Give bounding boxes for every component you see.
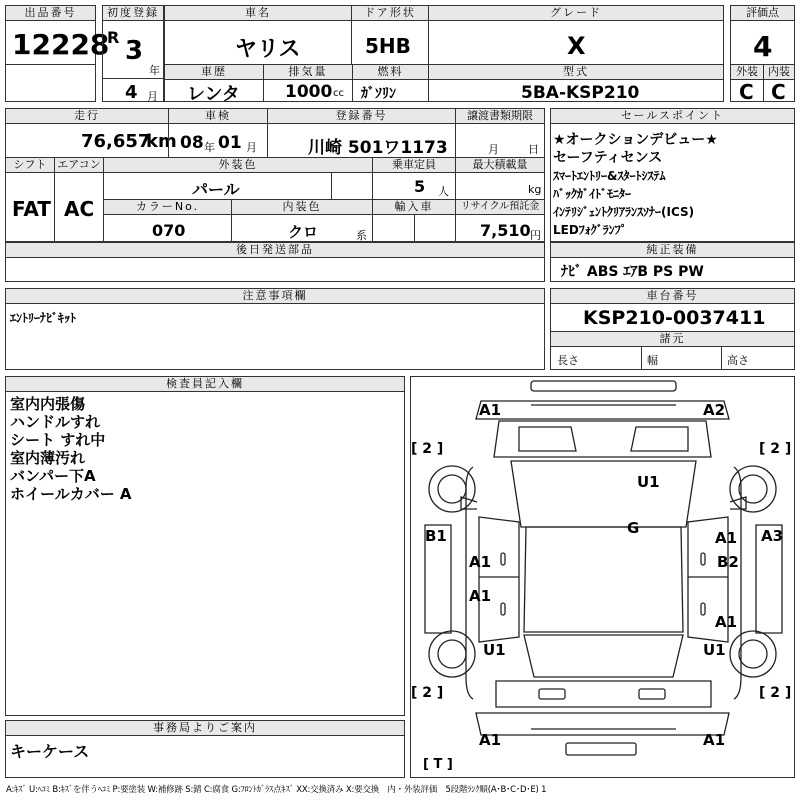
later-parts-box: 後日発送部品 bbox=[5, 242, 545, 282]
damage-mark: G bbox=[627, 519, 640, 537]
int-grade: C bbox=[771, 80, 786, 104]
notes-value: ｴﾝﾄﾘｰﾅﾋﾞｷｯﾄ bbox=[10, 311, 77, 325]
grade: X bbox=[567, 32, 586, 60]
sales-points-box: セールスポイント ★オークションデビュー★ セーフティセンス ｽﾏｰﾄｴﾝﾄﾘｰ&ｽﾀｰﾄｼｽﾃﾑ ﾊﾞｯｸｶﾞｲﾄﾞﾓﾆﾀｰ ｲﾝﾃﾘｼﾞｪﾝﾄｸﾘｱﾗﾝｽｿﾅｰ(ICS) LEDﾌｫｸﾞﾗﾝﾌﾟ bbox=[550, 108, 795, 242]
chassis-box: 車台番号 KSP210-0037411 諸元 長さ 幅 高さ bbox=[550, 288, 795, 370]
color-number: 070 bbox=[152, 221, 186, 240]
notes-box: 注意事項欄 ｴﾝﾄﾘｰﾅﾋﾞｷｯﾄ bbox=[5, 288, 545, 370]
damage-mark: A2 bbox=[703, 401, 726, 419]
shift: FAT bbox=[12, 197, 51, 221]
era: R bbox=[107, 28, 120, 47]
damage-mark: A1 bbox=[479, 401, 502, 419]
damage-mark: U1 bbox=[703, 641, 726, 659]
inspector-line: 室内薄汚れ bbox=[10, 449, 86, 467]
inspector-line: ハンドルすれ bbox=[10, 413, 101, 431]
door-type: 5HB bbox=[365, 34, 411, 58]
legend: A:ｷｽﾞ U:ﾍｺﾐ B:ｷｽﾞを伴うﾍｺﾐ P:要塗装 W:補修跡 S:錆 C:腐食 G:ﾌﾛﾝﾄｶﾞﾗｽ点ｷｽﾞ XX:交換済み X:要交換 内・外装評価 5段階ﾗﾝｸ順(A･B･C･D･E) 1 bbox=[6, 785, 547, 795]
damage-mark: U1 bbox=[483, 641, 506, 659]
bracket-mark: [ 2 ] bbox=[411, 441, 444, 457]
bracket-mark: [ 2 ] bbox=[411, 685, 444, 701]
car-diagram bbox=[410, 376, 795, 778]
equipment-value: ﾅﾋﾞ ABS ｴｱB PS PW bbox=[561, 264, 704, 280]
capacity: 5 bbox=[414, 177, 426, 196]
equipment-box: 純正装備 ﾅﾋﾞ ABS ｴｱB PS PW bbox=[550, 242, 795, 282]
office-value: キーケース bbox=[10, 742, 90, 761]
inspector-line: シート すれ中 bbox=[10, 431, 106, 449]
sales-item: ｲﾝﾃﾘｼﾞｪﾝﾄｸﾘｱﾗﾝｽｿﾅｰ(ICS) bbox=[553, 205, 695, 219]
inspector-line: 室内内張傷 bbox=[10, 395, 86, 413]
model-code: 5BA-KSP210 bbox=[521, 83, 640, 103]
aircon: AC bbox=[64, 197, 95, 221]
damage-mark: A1 bbox=[715, 613, 738, 631]
office-box: 事務局よりご案内 キーケース bbox=[5, 720, 405, 778]
inspector-line: バンパー下A bbox=[10, 467, 96, 485]
mileage: 76,657 bbox=[81, 131, 151, 152]
lot-number: 12228 bbox=[12, 28, 110, 61]
lot-box bbox=[5, 5, 110, 102]
registration-number: 川崎 501ワ1173 bbox=[308, 138, 448, 158]
car-name: ヤリス bbox=[235, 37, 301, 62]
fuel: ｶﾞｿﾘﾝ bbox=[361, 86, 396, 102]
damage-mark: A1 bbox=[715, 529, 738, 547]
inspection-year: 08 bbox=[180, 133, 204, 153]
reg-year: 3 bbox=[125, 36, 144, 66]
inspection-month: 01 bbox=[218, 133, 242, 153]
damage-mark: A1 bbox=[479, 731, 502, 749]
sales-item: LEDﾌｫｸﾞﾗﾝﾌﾟ bbox=[553, 223, 627, 237]
sales-item: ﾊﾞｯｸｶﾞｲﾄﾞﾓﾆﾀｰ bbox=[553, 187, 632, 201]
bracket-mark: [ 2 ] bbox=[759, 441, 792, 457]
chassis-number: KSP210-0037411 bbox=[583, 307, 766, 329]
lot-label: 出品番号 bbox=[6, 6, 95, 21]
score-box: 評価点 4 外装 内装 C C bbox=[730, 5, 795, 102]
reg-month: 4 bbox=[125, 82, 138, 103]
inspector-box: 検査員記入欄 室内内張傷 ハンドルすれ シート すれ中 室内薄汚れ バンパー下A ホイールカバー A bbox=[5, 376, 405, 716]
damage-mark: A1 bbox=[469, 553, 492, 571]
ext-grade: C bbox=[739, 80, 754, 104]
damage-mark: A1 bbox=[703, 731, 726, 749]
sales-item: ★オークションデビュー★ bbox=[553, 132, 718, 148]
first-reg-label: 初度登録 bbox=[103, 6, 163, 21]
displacement: 1000 bbox=[285, 82, 333, 102]
details-box: 走行 76,657 km 車検 08 年 01 月 登録番号 川崎 501ワ1173 譲渡書類期限 月 日 シフト FAT エアコン AC 外装色 パール 乗車定員 5 人 最大積載量 kg カラーNo. 070 内装色 クロ 系 輸入車 リサイクル預託金 7,510 円 bbox=[5, 108, 545, 242]
damage-mark: A1 bbox=[469, 587, 492, 605]
inspector-line: ホイールカバー A bbox=[10, 485, 132, 503]
damage-mark: B1 bbox=[425, 527, 447, 545]
interior-color: クロ bbox=[288, 223, 319, 241]
damage-mark: B2 bbox=[717, 553, 739, 571]
exterior-color: パール bbox=[192, 180, 240, 199]
first-reg-box: 初度登録 R 3 年 4 月 bbox=[102, 5, 164, 102]
sales-item: ｽﾏｰﾄｴﾝﾄﾘｰ&ｽﾀｰﾄｼｽﾃﾑ bbox=[553, 169, 666, 183]
t-mark: [ T ] bbox=[423, 757, 453, 772]
damage-mark: U1 bbox=[637, 473, 660, 491]
history: レンタ bbox=[187, 84, 240, 105]
score: 4 bbox=[753, 30, 773, 63]
car-box: 車名 ヤリス ドア形状 5HB グレード X 車歴 レンタ 排気量 1000 cc 燃料 ｶﾞｿﾘﾝ 型式 5BA-KSP210 bbox=[164, 5, 724, 102]
sales-item: セーフティセンス bbox=[553, 150, 663, 166]
car-diagram-svg bbox=[411, 377, 794, 777]
damage-mark: A3 bbox=[761, 527, 784, 545]
bracket-mark: [ 2 ] bbox=[759, 685, 792, 701]
recycle-fee: 7,510 bbox=[480, 221, 531, 240]
